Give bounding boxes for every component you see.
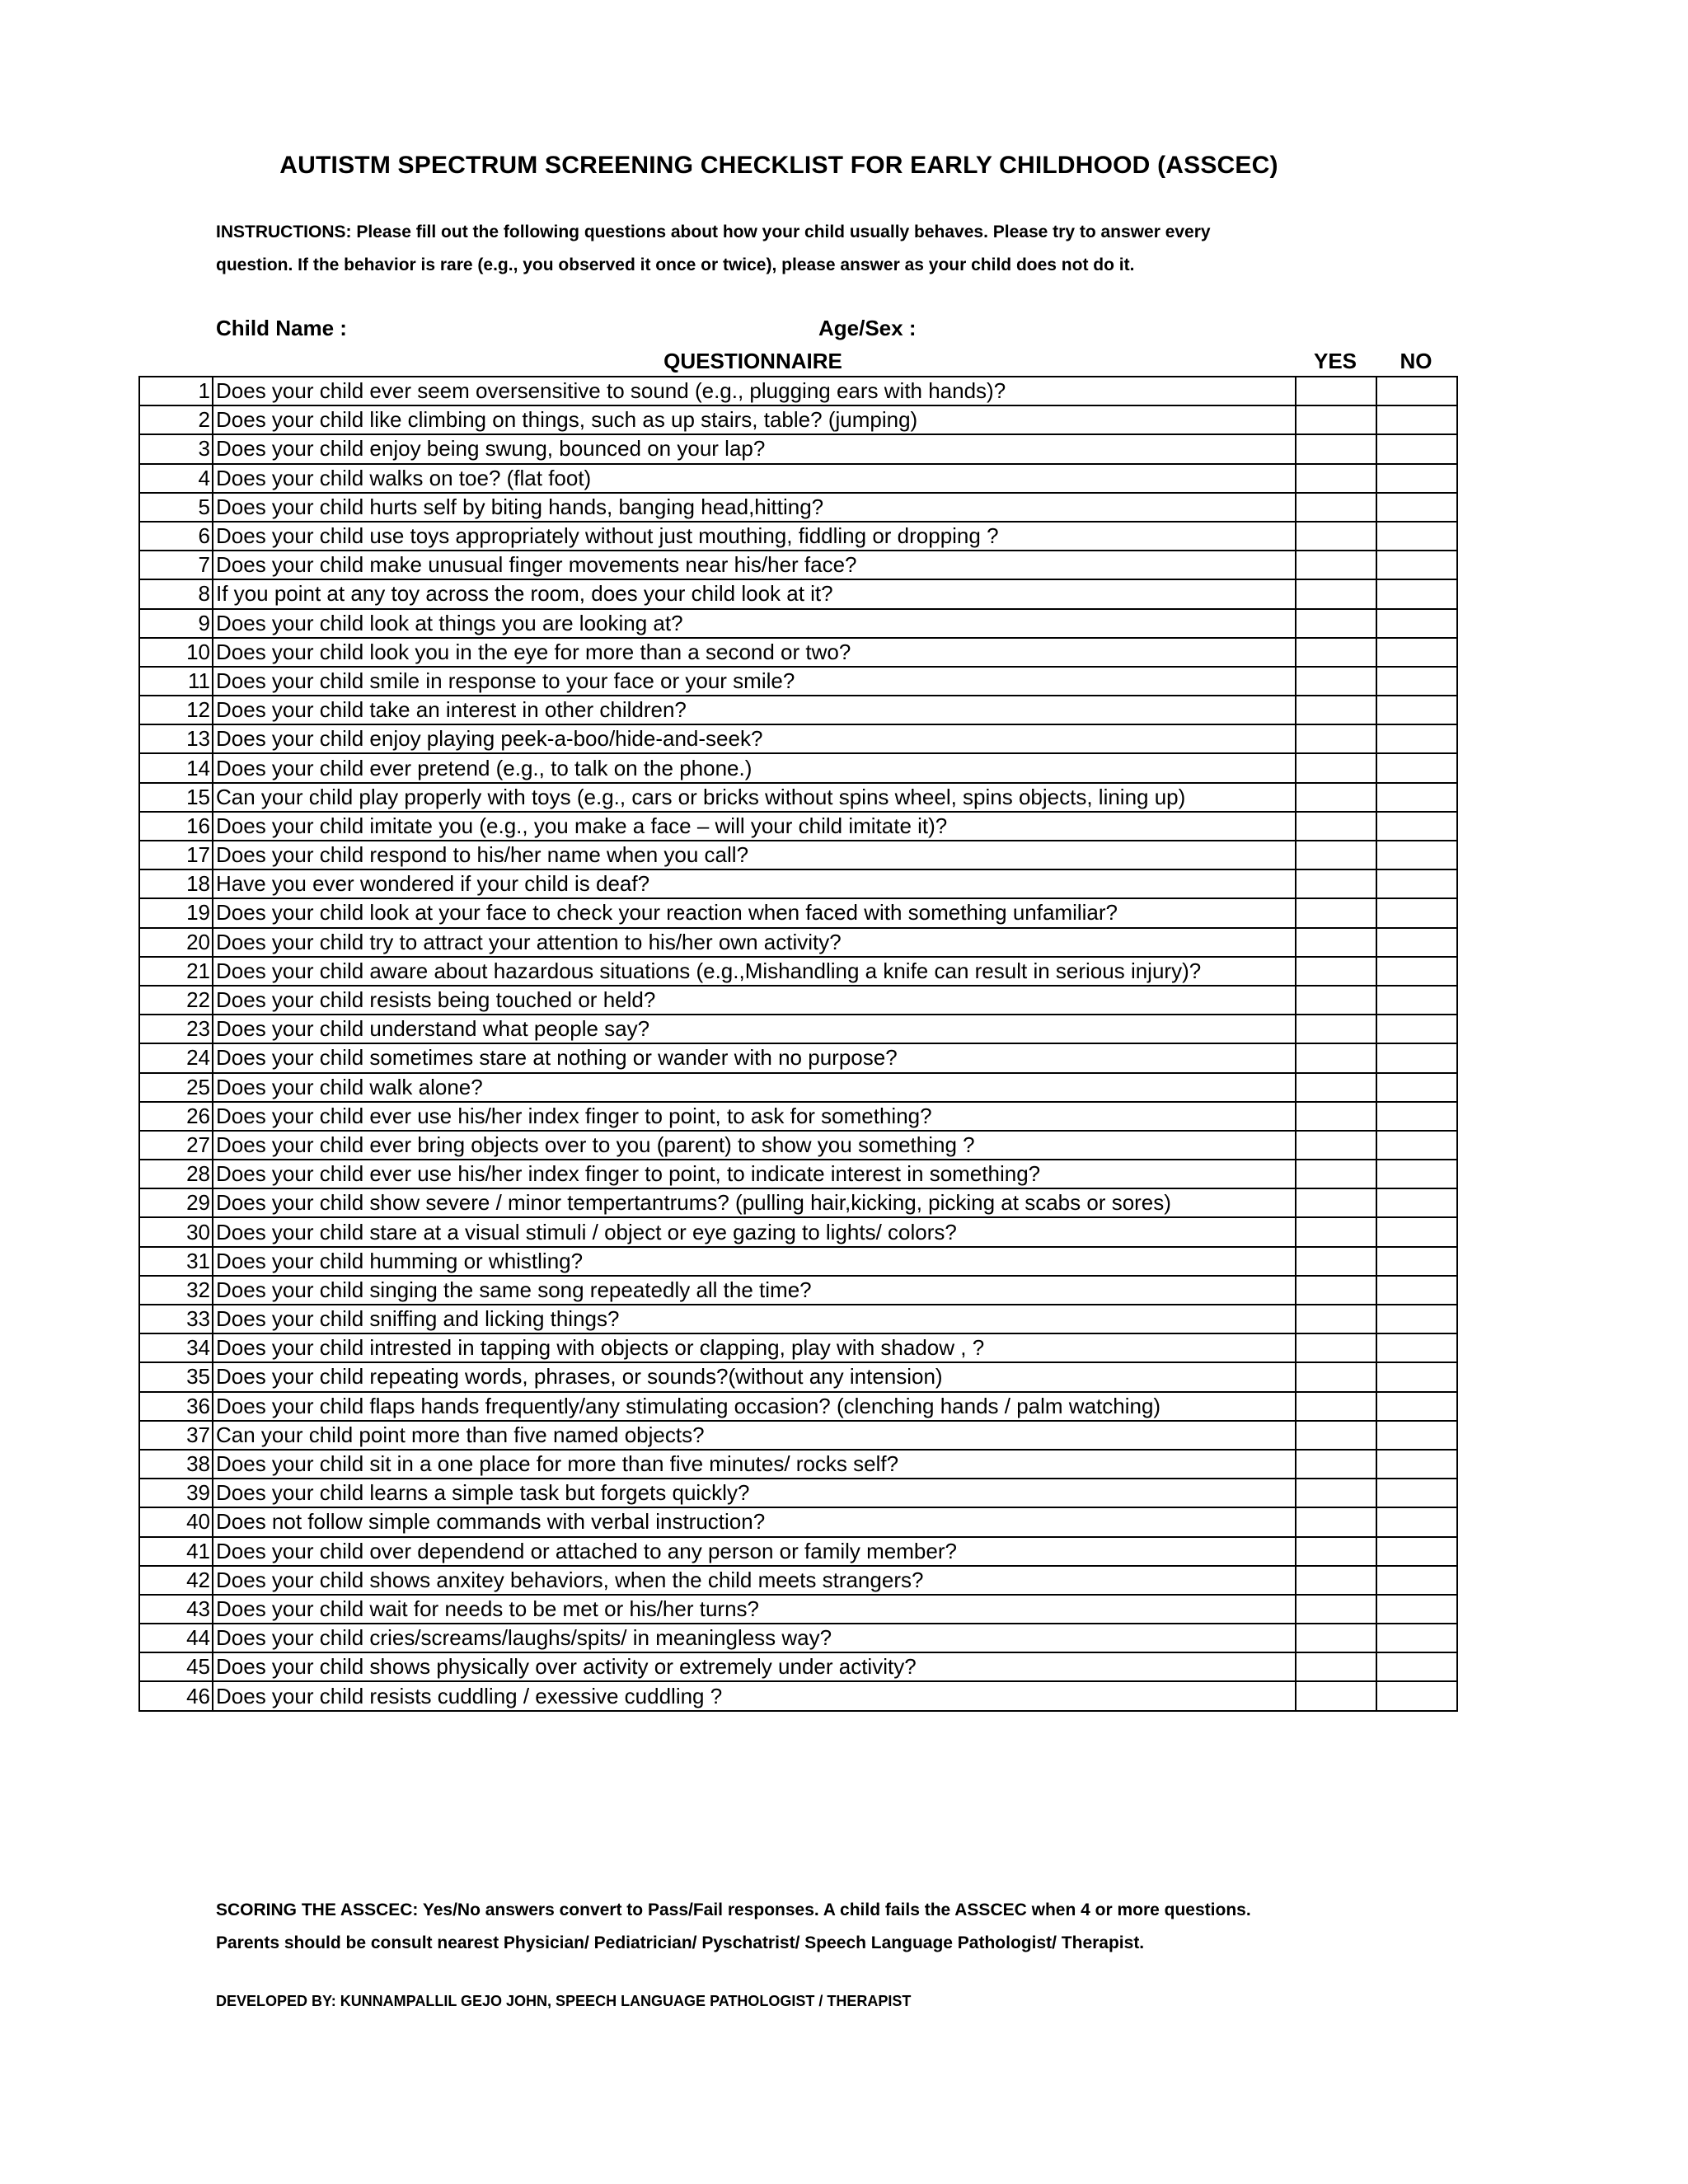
yes-answer-cell[interactable] — [1296, 1131, 1376, 1160]
question-text: Does your child sit in a one place for more than five minutes/ rocks self? — [213, 1450, 1296, 1479]
no-answer-cell[interactable] — [1376, 434, 1457, 463]
question-text: Does your child look you in the eye for more than a second or two? — [213, 638, 1296, 667]
question-text: Does your child repeating words, phrases, or sounds?(without any intension) — [213, 1362, 1296, 1391]
table-row — [139, 522, 1457, 551]
yes-answer-cell[interactable] — [1296, 1043, 1376, 1072]
yes-header: YES — [1313, 349, 1357, 373]
question-text: Does your child shows physically over activity or extremely under activity? — [213, 1652, 1296, 1681]
yes-answer-cell[interactable] — [1296, 464, 1376, 493]
question-text: Does your child ever seem oversensitive to sound (e.g., plugging ears with hands)? — [213, 377, 1296, 405]
question-text: Does your child try to attract your attention to his/her own activity? — [213, 928, 1296, 957]
no-answer-cell[interactable] — [1376, 522, 1457, 551]
no-answer-cell[interactable] — [1376, 957, 1457, 986]
table-row — [139, 1507, 1457, 1536]
question-text: Can your child point more than five named objects? — [213, 1421, 1296, 1450]
yes-answer-cell[interactable] — [1296, 638, 1376, 667]
yes-answer-cell[interactable] — [1296, 1333, 1376, 1362]
table-row — [139, 1015, 1457, 1043]
table-row — [139, 1276, 1457, 1305]
table-row — [139, 869, 1457, 898]
table-row — [139, 1043, 1457, 1072]
question-text: Does your child make unusual finger movements near his/her face? — [213, 551, 1296, 579]
question-number: 34 — [139, 1333, 213, 1362]
table-row — [139, 667, 1457, 696]
table-row — [139, 1537, 1457, 1566]
question-number: 22 — [139, 986, 213, 1015]
table-row — [139, 1392, 1457, 1421]
yes-answer-cell[interactable] — [1296, 1624, 1376, 1652]
questionnaire-body — [139, 377, 1457, 1711]
yes-answer-cell[interactable] — [1296, 1566, 1376, 1595]
yes-answer-cell[interactable] — [1296, 1450, 1376, 1479]
table-row — [139, 405, 1457, 434]
yes-answer-cell[interactable] — [1296, 812, 1376, 841]
yes-answer-cell[interactable] — [1296, 1015, 1376, 1043]
question-number: 17 — [139, 841, 213, 869]
no-answer-cell[interactable] — [1376, 1450, 1457, 1479]
question-text: Does your child walks on toe? (flat foot) — [213, 464, 1296, 493]
table-row — [139, 1479, 1457, 1507]
table-row — [139, 753, 1457, 782]
question-number: 42 — [139, 1566, 213, 1595]
no-answer-cell[interactable] — [1376, 1681, 1457, 1710]
yes-answer-cell[interactable] — [1296, 405, 1376, 434]
table-row — [139, 1188, 1457, 1217]
question-text: Does your child take an interest in other children? — [213, 696, 1296, 724]
table-row — [139, 1681, 1457, 1710]
yes-answer-cell[interactable] — [1296, 1537, 1376, 1566]
no-answer-cell[interactable] — [1376, 898, 1457, 927]
no-answer-cell[interactable] — [1376, 579, 1457, 608]
yes-answer-cell[interactable] — [1296, 724, 1376, 753]
question-text: Does your child respond to his/her name when you call? — [213, 841, 1296, 869]
no-header: NO — [1400, 349, 1432, 373]
yes-answer-cell[interactable] — [1296, 551, 1376, 579]
question-number: 41 — [139, 1537, 213, 1566]
no-answer-cell[interactable] — [1376, 405, 1457, 434]
question-number: 19 — [139, 898, 213, 927]
table-row — [139, 986, 1457, 1015]
question-text: Does your child resists cuddling / exessive cuddling ? — [213, 1681, 1296, 1710]
question-text: If you point at any toy across the room, does your child look at it? — [213, 579, 1296, 608]
yes-answer-cell[interactable] — [1296, 1479, 1376, 1507]
question-number: 23 — [139, 1015, 213, 1043]
question-number: 25 — [139, 1073, 213, 1102]
yes-answer-cell[interactable] — [1296, 1102, 1376, 1131]
question-number: 14 — [139, 753, 213, 782]
question-text: Does not follow simple commands with verbal instruction? — [213, 1507, 1296, 1536]
question-number: 3 — [139, 434, 213, 463]
no-answer-cell[interactable] — [1376, 464, 1457, 493]
table-row — [139, 609, 1457, 638]
no-answer-cell[interactable] — [1376, 841, 1457, 869]
yes-answer-cell[interactable] — [1296, 1507, 1376, 1536]
no-answer-cell[interactable] — [1376, 1479, 1457, 1507]
no-answer-cell[interactable] — [1376, 1333, 1457, 1362]
table-row — [139, 1333, 1457, 1362]
question-number: 24 — [139, 1043, 213, 1072]
question-text: Does your child stare at a visual stimuli / object or eye gazing to lights/ colors? — [213, 1217, 1296, 1246]
question-number: 9 — [139, 609, 213, 638]
questionnaire-table — [138, 376, 1458, 1712]
table-row — [139, 1362, 1457, 1391]
no-answer-cell[interactable] — [1376, 638, 1457, 667]
yes-answer-cell[interactable] — [1296, 1247, 1376, 1276]
question-text: Does your child ever pretend (e.g., to talk on the phone.) — [213, 753, 1296, 782]
scoring-line-1: SCORING THE ASSCEC: Yes/No answers convert to Pass/Fail responses. A child fails the ASSCEC when 4 or more questions. — [216, 1900, 1251, 1919]
table-row — [139, 464, 1457, 493]
questionnaire-header: QUESTIONNAIRE — [663, 349, 842, 373]
question-text: Does your child look at your face to check your reaction when faced with something unfamiliar? — [213, 898, 1296, 927]
no-answer-cell[interactable] — [1376, 1217, 1457, 1246]
no-answer-cell[interactable] — [1376, 1102, 1457, 1131]
question-number: 16 — [139, 812, 213, 841]
no-answer-cell[interactable] — [1376, 1073, 1457, 1102]
yes-answer-cell[interactable] — [1296, 1652, 1376, 1681]
question-text: Does your child shows anxitey behaviors, when the child meets strangers? — [213, 1566, 1296, 1595]
question-text: Does your child singing the same song repeatedly all the time? — [213, 1276, 1296, 1305]
table-row — [139, 957, 1457, 986]
table-row — [139, 1305, 1457, 1333]
no-answer-cell[interactable] — [1376, 724, 1457, 753]
question-text: Does your child ever bring objects over to you (parent) to show you something ? — [213, 1131, 1296, 1160]
question-text: Does your child use toys appropriately without just mouthing, fiddling or dropping ? — [213, 522, 1296, 551]
no-answer-cell[interactable] — [1376, 551, 1457, 579]
table-row — [139, 1652, 1457, 1681]
question-text: Does your child look at things you are looking at? — [213, 609, 1296, 638]
question-number: 11 — [139, 667, 213, 696]
table-row — [139, 1566, 1457, 1595]
no-answer-cell[interactable] — [1376, 1043, 1457, 1072]
question-number: 40 — [139, 1507, 213, 1536]
table-row — [139, 812, 1457, 841]
no-answer-cell[interactable] — [1376, 812, 1457, 841]
no-answer-cell[interactable] — [1376, 1537, 1457, 1566]
yes-answer-cell[interactable] — [1296, 841, 1376, 869]
question-number: 2 — [139, 405, 213, 434]
no-answer-cell[interactable] — [1376, 1160, 1457, 1188]
table-row — [139, 841, 1457, 869]
yes-answer-cell[interactable] — [1296, 377, 1376, 405]
table-row — [139, 783, 1457, 812]
table-row — [139, 1421, 1457, 1450]
instructions-line-1: INSTRUCTIONS: Please fill out the following questions about how your child usually behaves. Please try to answer every — [216, 223, 1211, 241]
yes-answer-cell[interactable] — [1296, 1392, 1376, 1421]
question-number: 18 — [139, 869, 213, 898]
no-answer-cell[interactable] — [1376, 1595, 1457, 1624]
yes-answer-cell[interactable] — [1296, 1362, 1376, 1391]
table-row — [139, 1450, 1457, 1479]
question-text: Have you ever wondered if your child is deaf? — [213, 869, 1296, 898]
yes-answer-cell[interactable] — [1296, 1681, 1376, 1710]
question-text: Does your child ever use his/her index finger to point, to ask for something? — [213, 1102, 1296, 1131]
yes-answer-cell[interactable] — [1296, 957, 1376, 986]
question-number: 8 — [139, 579, 213, 608]
yes-answer-cell[interactable] — [1296, 783, 1376, 812]
question-number: 20 — [139, 928, 213, 957]
question-text: Does your child walk alone? — [213, 1073, 1296, 1102]
developer-credit: DEVELOPED BY: KUNNAMPALLIL GEJO JOHN, SPEECH LANGUAGE PATHOLOGIST / THERAPIST — [216, 1993, 912, 2009]
question-number: 32 — [139, 1276, 213, 1305]
no-answer-cell[interactable] — [1376, 1247, 1457, 1276]
no-answer-cell[interactable] — [1376, 986, 1457, 1015]
table-row — [139, 724, 1457, 753]
no-answer-cell[interactable] — [1376, 377, 1457, 405]
table-row — [139, 696, 1457, 724]
question-text: Does your child enjoy playing peek-a-boo/hide-and-seek? — [213, 724, 1296, 753]
question-number: 7 — [139, 551, 213, 579]
scoring-note — [216, 1894, 1452, 1960]
yes-answer-cell[interactable] — [1296, 1217, 1376, 1246]
yes-answer-cell[interactable] — [1296, 434, 1376, 463]
no-answer-cell[interactable] — [1376, 1188, 1457, 1217]
question-number: 15 — [139, 783, 213, 812]
question-text: Does your child flaps hands frequently/any stimulating occasion? (clenching hands / palm watching) — [213, 1392, 1296, 1421]
no-answer-cell[interactable] — [1376, 1652, 1457, 1681]
yes-answer-cell[interactable] — [1296, 753, 1376, 782]
no-answer-cell[interactable] — [1376, 1507, 1457, 1536]
yes-answer-cell[interactable] — [1296, 1073, 1376, 1102]
question-number: 44 — [139, 1624, 213, 1652]
question-number: 45 — [139, 1652, 213, 1681]
no-answer-cell[interactable] — [1376, 1131, 1457, 1160]
yes-answer-cell[interactable] — [1296, 522, 1376, 551]
table-row — [139, 1595, 1457, 1624]
question-number: 1 — [139, 377, 213, 405]
no-answer-cell[interactable] — [1376, 493, 1457, 522]
yes-answer-cell[interactable] — [1296, 1188, 1376, 1217]
table-row — [139, 1131, 1457, 1160]
no-answer-cell[interactable] — [1376, 1392, 1457, 1421]
no-answer-cell[interactable] — [1376, 1276, 1457, 1305]
question-text: Does your child resists being touched or held? — [213, 986, 1296, 1015]
table-row — [139, 1102, 1457, 1131]
no-answer-cell[interactable] — [1376, 928, 1457, 957]
child-name-label: Child Name : — [216, 316, 347, 340]
question-text: Does your child humming or whistling? — [213, 1247, 1296, 1276]
table-row — [139, 377, 1457, 405]
table-row — [139, 493, 1457, 522]
table-row — [139, 1217, 1457, 1246]
table-row — [139, 1247, 1457, 1276]
question-number: 4 — [139, 464, 213, 493]
yes-answer-cell[interactable] — [1296, 579, 1376, 608]
question-text: Can your child play properly with toys (e.g., cars or bricks without spins wheel, spins objects, lining up) — [213, 783, 1296, 812]
question-number: 10 — [139, 638, 213, 667]
table-row — [139, 1073, 1457, 1102]
no-answer-cell[interactable] — [1376, 1015, 1457, 1043]
yes-answer-cell[interactable] — [1296, 1305, 1376, 1333]
question-text: Does your child aware about hazardous situations (e.g.,Mishandling a knife can result in serious injury)? — [213, 957, 1296, 986]
question-number: 36 — [139, 1392, 213, 1421]
no-answer-cell[interactable] — [1376, 783, 1457, 812]
no-answer-cell[interactable] — [1376, 1421, 1457, 1450]
yes-answer-cell[interactable] — [1296, 667, 1376, 696]
yes-answer-cell[interactable] — [1296, 869, 1376, 898]
question-text: Does your child sometimes stare at nothing or wander with no purpose? — [213, 1043, 1296, 1072]
question-text: Does your child imitate you (e.g., you make a face – will your child imitate it)? — [213, 812, 1296, 841]
no-answer-cell[interactable] — [1376, 1362, 1457, 1391]
table-row — [139, 1160, 1457, 1188]
question-text: Does your child learns a simple task but forgets quickly? — [213, 1479, 1296, 1507]
question-number: 29 — [139, 1188, 213, 1217]
question-text: Does your child ever use his/her index finger to point, to indicate interest in something? — [213, 1160, 1296, 1188]
table-row — [139, 551, 1457, 579]
instructions-line-2: question. If the behavior is rare (e.g., you observed it once or twice), please answer as your child does not do it. — [216, 255, 1135, 274]
question-number: 37 — [139, 1421, 213, 1450]
no-answer-cell[interactable] — [1376, 1305, 1457, 1333]
question-number: 12 — [139, 696, 213, 724]
question-number: 21 — [139, 957, 213, 986]
question-text: Does your child sniffing and licking things? — [213, 1305, 1296, 1333]
question-text: Does your child over dependend or attached to any person or family member? — [213, 1537, 1296, 1566]
yes-answer-cell[interactable] — [1296, 1276, 1376, 1305]
question-number: 38 — [139, 1450, 213, 1479]
table-row — [139, 928, 1457, 957]
no-answer-cell[interactable] — [1376, 696, 1457, 724]
yes-answer-cell[interactable] — [1296, 696, 1376, 724]
question-text: Does your child understand what people say? — [213, 1015, 1296, 1043]
yes-answer-cell[interactable] — [1296, 1160, 1376, 1188]
no-answer-cell[interactable] — [1376, 667, 1457, 696]
no-answer-cell[interactable] — [1376, 609, 1457, 638]
yes-answer-cell[interactable] — [1296, 986, 1376, 1015]
no-answer-cell[interactable] — [1376, 753, 1457, 782]
table-row — [139, 898, 1457, 927]
question-number: 26 — [139, 1102, 213, 1131]
yes-answer-cell[interactable] — [1296, 928, 1376, 957]
table-row — [139, 1624, 1457, 1652]
yes-answer-cell[interactable] — [1296, 898, 1376, 927]
question-text: Does your child smile in response to your face or your smile? — [213, 667, 1296, 696]
no-answer-cell[interactable] — [1376, 869, 1457, 898]
question-number: 33 — [139, 1305, 213, 1333]
question-number: 31 — [139, 1247, 213, 1276]
question-number: 30 — [139, 1217, 213, 1246]
age-sex-label: Age/Sex : — [818, 316, 917, 340]
question-text: Does your child like climbing on things, such as up stairs, table? (jumping) — [213, 405, 1296, 434]
no-answer-cell[interactable] — [1376, 1624, 1457, 1652]
question-number: 46 — [139, 1681, 213, 1710]
question-text: Does your child hurts self by biting hands, banging head,hitting? — [213, 493, 1296, 522]
question-text: Does your child show severe / minor tempertantrums? (pulling hair,kicking, picking at scabs or sores) — [213, 1188, 1296, 1217]
yes-answer-cell[interactable] — [1296, 609, 1376, 638]
question-number: 13 — [139, 724, 213, 753]
question-number: 35 — [139, 1362, 213, 1391]
question-text: Does your child cries/screams/laughs/spits/ in meaningless way? — [213, 1624, 1296, 1652]
scoring-line-2: Parents should be consult nearest Physician/ Pediatrician/ Pyschatrist/ Speech Language Pathologist/ Therapist. — [216, 1933, 1145, 1952]
yes-answer-cell[interactable] — [1296, 1421, 1376, 1450]
document-title: AUTISTM SPECTRUM SCREENING CHECKLIST FOR EARLY CHILDHOOD (ASSCEC) — [279, 152, 1278, 179]
question-number: 27 — [139, 1131, 213, 1160]
question-number: 5 — [139, 493, 213, 522]
question-number: 43 — [139, 1595, 213, 1624]
yes-answer-cell[interactable] — [1296, 1595, 1376, 1624]
table-row — [139, 434, 1457, 463]
table-row — [139, 579, 1457, 608]
table-row — [139, 638, 1457, 667]
yes-answer-cell[interactable] — [1296, 493, 1376, 522]
instructions — [216, 216, 1370, 282]
no-answer-cell[interactable] — [1376, 1566, 1457, 1595]
question-number: 6 — [139, 522, 213, 551]
question-text: Does your child intrested in tapping with objects or clapping, play with shadow , ? — [213, 1333, 1296, 1362]
question-number: 39 — [139, 1479, 213, 1507]
question-text: Does your child wait for needs to be met or his/her turns? — [213, 1595, 1296, 1624]
question-number: 28 — [139, 1160, 213, 1188]
question-text: Does your child enjoy being swung, bounced on your lap? — [213, 434, 1296, 463]
